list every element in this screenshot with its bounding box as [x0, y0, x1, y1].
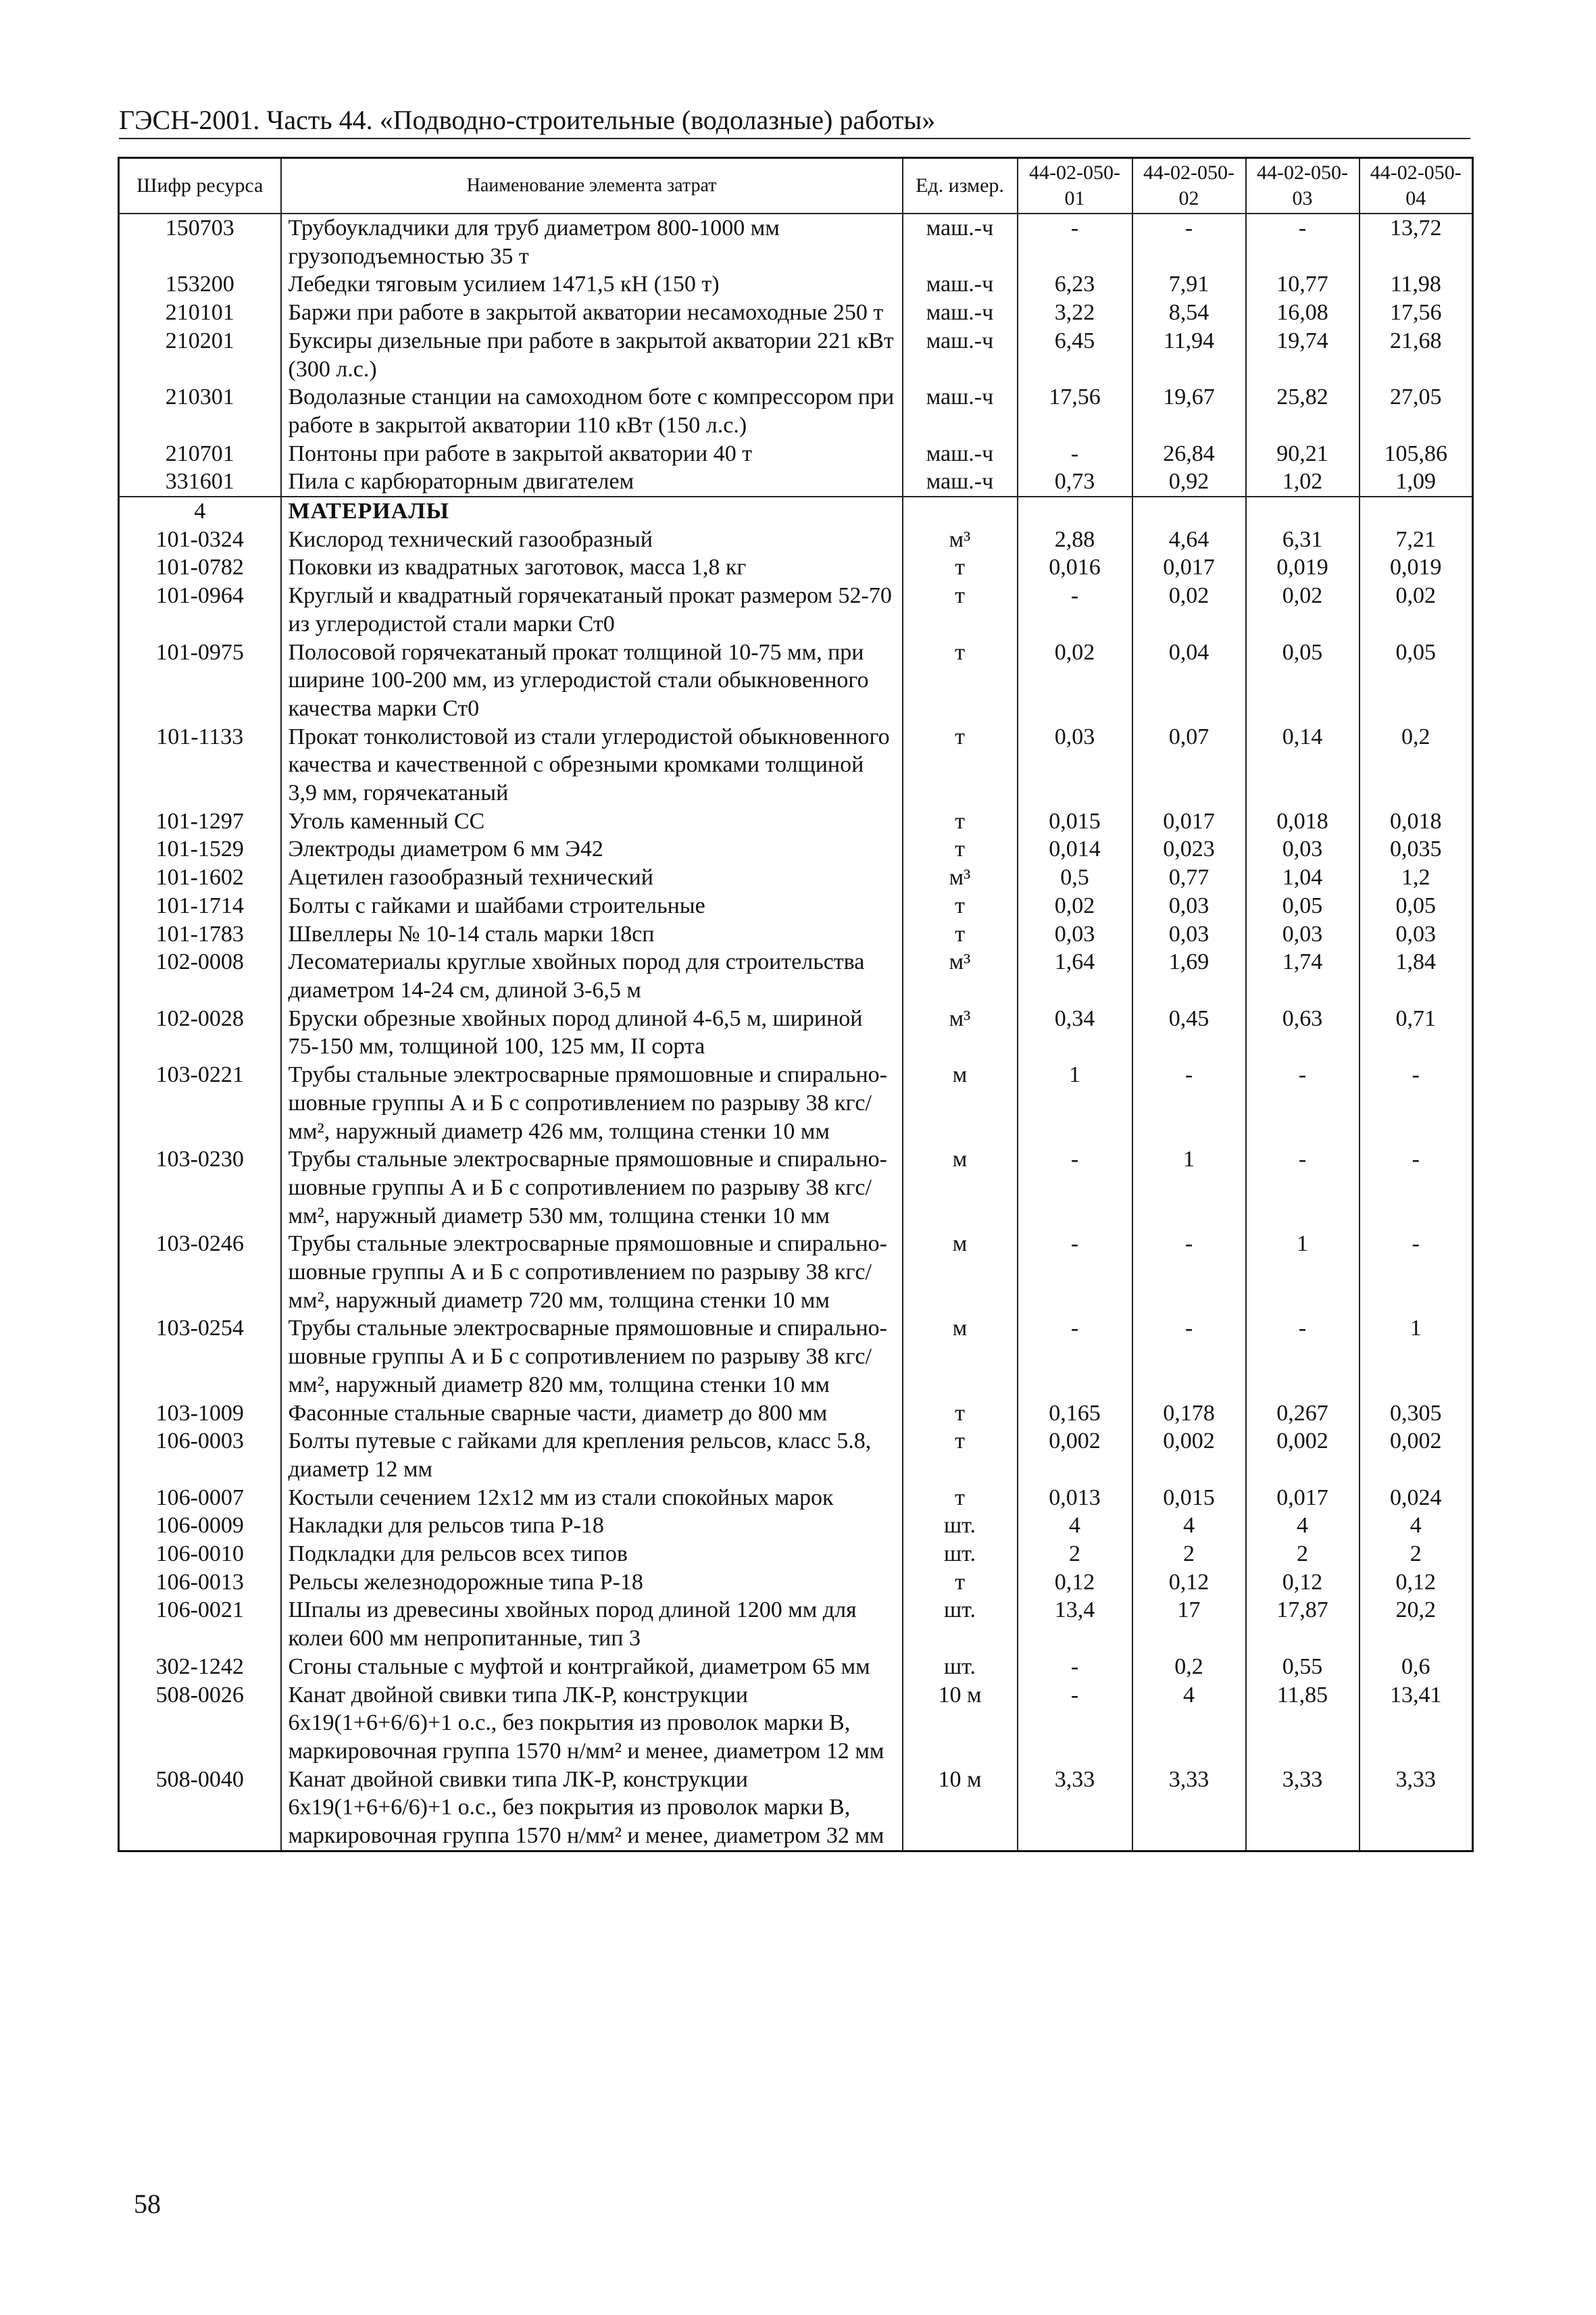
cell-value: 0,45: [1132, 1005, 1246, 1061]
cell-value: 4: [1018, 1512, 1132, 1540]
cell-value: 0,305: [1360, 1399, 1473, 1428]
cell-unit: м: [903, 1314, 1018, 1399]
cell-code: 210701: [119, 440, 281, 468]
cell-value: 1,04: [1246, 864, 1360, 892]
cell-code: 102-0028: [119, 1005, 281, 1061]
section-row: [119, 497, 1473, 526]
cell-name: Болты путевые с гайками для крепления рельсов, класс 5.8, диаметр 12 мм: [281, 1427, 903, 1483]
cell-value: 0,02: [1018, 892, 1132, 920]
cell-code: 101-0324: [119, 526, 281, 554]
cell-value: 4,64: [1132, 526, 1246, 554]
cell-unit: т: [903, 1484, 1018, 1512]
cell-unit: м: [903, 1230, 1018, 1314]
cell-value: 0,017: [1246, 1484, 1360, 1512]
table-row: [119, 383, 1473, 439]
table-body: [119, 214, 1473, 1851]
cell-value: 1: [1246, 1230, 1360, 1314]
cell-code: 101-1714: [119, 892, 281, 920]
cell-value: 0,03: [1132, 920, 1246, 949]
cell-name: Понтоны при работе в закрытой акватории 40 т: [281, 440, 903, 468]
cell-code: 106-0007: [119, 1484, 281, 1512]
cell-unit: 10 м: [903, 1681, 1018, 1766]
cell-name: Пила с карбюраторным двигателем: [281, 468, 903, 497]
cell-value: -: [1360, 1061, 1473, 1145]
cell-name: Канат двойной свивки типа ЛК-Р, конструкции 6х19(1+6+6/6)+1 о.с., без покрытия из проволок марки В, маркировочная группа 1570 н/мм² и менее, диаметром 12 мм: [281, 1681, 903, 1766]
cell-name: МАТЕРИАЛЫ: [281, 497, 903, 526]
table-row: [119, 1484, 1473, 1512]
cell-code: 101-1297: [119, 807, 281, 836]
cell-code: 101-1133: [119, 723, 281, 807]
cell-name: Уголь каменный СС: [281, 807, 903, 836]
table-row: [119, 1681, 1473, 1766]
cell-value: 0,017: [1132, 553, 1246, 582]
cell-value: 0,03: [1018, 920, 1132, 949]
cell-value: -: [1246, 214, 1360, 270]
cell-code: 106-0003: [119, 1427, 281, 1483]
cell-value: -: [1246, 1061, 1360, 1145]
cell-value: 0,017: [1132, 807, 1246, 836]
cell-value: 25,82: [1246, 383, 1360, 439]
cell-name: Бруски обрезные хвойных пород длиной 4-6,5 м, шириной 75-150 мм, толщиной 100, 125 мм, II сорта: [281, 1005, 903, 1061]
table-row: [119, 1061, 1473, 1145]
cell-value: 0,12: [1132, 1568, 1246, 1597]
table-row: [119, 639, 1473, 723]
cell-value: 0,02: [1018, 639, 1132, 723]
cell-name: Фасонные стальные сварные части, диаметр до 800 мм: [281, 1399, 903, 1428]
cell-value: 0,55: [1246, 1653, 1360, 1681]
cell-value: 16,08: [1246, 299, 1360, 327]
column-header-unit: Ед. измер.: [903, 158, 1018, 214]
cell-name: Канат двойной свивки типа ЛК-Р, конструкции 6х19(1+6+6/6)+1 о.с., без покрытия из проволок марки В, маркировочная группа 1570 н/мм² и менее, диаметром 32 мм: [281, 1766, 903, 1851]
cell-code: 101-1783: [119, 920, 281, 949]
cell-code: 4: [119, 497, 281, 526]
cell-value: -: [1018, 582, 1132, 638]
cell-value: 0,165: [1018, 1399, 1132, 1428]
cell-value: 0,63: [1246, 1005, 1360, 1061]
table-row: [119, 835, 1473, 864]
cell-value: 0,03: [1246, 835, 1360, 864]
cell-value: 0,015: [1018, 807, 1132, 836]
cell-value: 0,34: [1018, 1005, 1132, 1061]
cell-name: Швеллеры № 10-14 сталь марки 18сп: [281, 920, 903, 949]
cell-code: 101-0782: [119, 553, 281, 582]
cell-value: 2: [1360, 1540, 1473, 1568]
cell-code: 106-0010: [119, 1540, 281, 1568]
cell-name: Болты с гайками и шайбами строительные: [281, 892, 903, 920]
cell-code: 153200: [119, 270, 281, 299]
cell-value: [1246, 497, 1360, 526]
cell-value: 0,2: [1360, 723, 1473, 807]
cell-value: 6,45: [1018, 327, 1132, 383]
cell-code: 101-0975: [119, 639, 281, 723]
cell-value: 11,85: [1246, 1681, 1360, 1766]
cell-value: -: [1246, 1145, 1360, 1230]
cell-value: 4: [1246, 1512, 1360, 1540]
table-row: [119, 1314, 1473, 1399]
cell-unit: маш.-ч: [903, 299, 1018, 327]
cell-unit: т: [903, 553, 1018, 582]
cell-name: Водолазные станции на самоходном боте с компрессором при работе в закрытой акватории 110 кВт (150 л.с.): [281, 383, 903, 439]
cell-unit: м³: [903, 948, 1018, 1004]
cell-code: 103-1009: [119, 1399, 281, 1428]
cell-unit: шт.: [903, 1540, 1018, 1568]
cell-value: 0,013: [1018, 1484, 1132, 1512]
cell-code: 106-0013: [119, 1568, 281, 1597]
cell-value: 0,03: [1018, 723, 1132, 807]
table-row: [119, 1540, 1473, 1568]
table-row: [119, 299, 1473, 327]
cell-unit: т: [903, 835, 1018, 864]
table-row: [119, 948, 1473, 1004]
cell-value: 0,015: [1132, 1484, 1246, 1512]
cell-name: Сгоны стальные с муфтой и контргайкой, диаметром 65 мм: [281, 1653, 903, 1681]
cell-value: 0,019: [1246, 553, 1360, 582]
cell-unit: 10 м: [903, 1766, 1018, 1851]
cell-value: 0,024: [1360, 1484, 1473, 1512]
cell-value: 0,018: [1246, 807, 1360, 836]
cell-code: 210201: [119, 327, 281, 383]
column-header-code: Шифр ресурса: [119, 158, 281, 214]
cell-name: Рельсы железнодорожные типа Р-18: [281, 1568, 903, 1597]
cell-value: 3,22: [1018, 299, 1132, 327]
cell-name: Трубы стальные электросварные прямошовные и спирально-шовные группы А и Б с сопротивлением по разрыву 38 кгс/мм², наружный диаметр 426 мм, толщина стенки 10 мм: [281, 1061, 903, 1145]
resource-table: [118, 157, 1474, 1852]
cell-unit: т: [903, 892, 1018, 920]
cell-name: Трубы стальные электросварные прямошовные и спирально-шовные группы А и Б с сопротивлением по разрыву 38 кгс/мм², наружный диаметр 530 мм, толщина стенки 10 мм: [281, 1145, 903, 1230]
cell-value: 1,09: [1360, 468, 1473, 497]
cell-unit: маш.-ч: [903, 383, 1018, 439]
cell-value: 0,023: [1132, 835, 1246, 864]
table-row: [119, 1766, 1473, 1851]
cell-value: 1: [1018, 1061, 1132, 1145]
cell-value: 20,2: [1360, 1596, 1473, 1652]
cell-name: Трубы стальные электросварные прямошовные и спирально-шовные группы А и Б с сопротивлением по разрыву 38 кгс/мм², наружный диаметр 820 мм, толщина стенки 10 мм: [281, 1314, 903, 1399]
cell-unit: м: [903, 1145, 1018, 1230]
cell-unit: т: [903, 723, 1018, 807]
cell-value: 8,54: [1132, 299, 1246, 327]
cell-code: 508-0026: [119, 1681, 281, 1766]
cell-value: 2: [1132, 1540, 1246, 1568]
cell-value: 26,84: [1132, 440, 1246, 468]
cell-name: Буксиры дизельные при работе в закрытой акватории 221 кВт (300 л.с.): [281, 327, 903, 383]
cell-unit: м: [903, 1061, 1018, 1145]
cell-unit: м³: [903, 1005, 1018, 1061]
cell-unit: м³: [903, 864, 1018, 892]
cell-value: 7,91: [1132, 270, 1246, 299]
cell-code: 102-0008: [119, 948, 281, 1004]
cell-value: 19,74: [1246, 327, 1360, 383]
cell-value: 1,84: [1360, 948, 1473, 1004]
table-row: [119, 1568, 1473, 1597]
cell-name: Поковки из квадратных заготовок, масса 1,8 кг: [281, 553, 903, 582]
cell-code: 331601: [119, 468, 281, 497]
table-row: [119, 723, 1473, 807]
cell-name: Лесоматериалы круглые хвойных пород для строительства диаметром 14-24 см, длиной 3-6,5 м: [281, 948, 903, 1004]
cell-unit: т: [903, 582, 1018, 638]
cell-value: 13,41: [1360, 1681, 1473, 1766]
cell-unit: шт.: [903, 1596, 1018, 1652]
cell-unit: шт.: [903, 1653, 1018, 1681]
column-header-044-02-050-03: 44-02-050-03: [1246, 158, 1360, 214]
cell-value: 3,33: [1018, 1766, 1132, 1851]
table-row: [119, 920, 1473, 949]
cell-value: -: [1246, 1314, 1360, 1399]
cell-value: -: [1018, 1230, 1132, 1314]
cell-value: 0,05: [1246, 639, 1360, 723]
cell-value: -: [1132, 1230, 1246, 1314]
cell-name: Трубы стальные электросварные прямошовные и спирально-шовные группы А и Б с сопротивлением по разрыву 38 кгс/мм², наружный диаметр 720 мм, толщина стенки 10 мм: [281, 1230, 903, 1314]
cell-value: -: [1132, 214, 1246, 270]
cell-value: 19,67: [1132, 383, 1246, 439]
cell-value: 17: [1132, 1596, 1246, 1652]
cell-code: 101-1529: [119, 835, 281, 864]
cell-value: 7,21: [1360, 526, 1473, 554]
cell-unit: маш.-ч: [903, 468, 1018, 497]
table-row: [119, 807, 1473, 836]
cell-value: 0,002: [1018, 1427, 1132, 1483]
column-header-name: Наименование элемента затрат: [281, 158, 903, 214]
cell-value: 0,12: [1246, 1568, 1360, 1597]
cell-value: -: [1018, 214, 1132, 270]
cell-value: 3,33: [1132, 1766, 1246, 1851]
cell-value: 0,03: [1132, 892, 1246, 920]
cell-value: -: [1018, 1314, 1132, 1399]
table-header: [119, 158, 1473, 214]
cell-name: Ацетилен газообразный технический: [281, 864, 903, 892]
cell-code: 106-0021: [119, 1596, 281, 1652]
cell-unit: шт.: [903, 1512, 1018, 1540]
column-header-044-02-050-02: 44-02-050-02: [1132, 158, 1246, 214]
cell-value: 0,05: [1246, 892, 1360, 920]
cell-value: [1018, 497, 1132, 526]
cell-code: 103-0246: [119, 1230, 281, 1314]
cell-value: -: [1132, 1314, 1246, 1399]
table-row: [119, 1427, 1473, 1483]
cell-unit: т: [903, 1427, 1018, 1483]
cell-unit: т: [903, 639, 1018, 723]
table-row: [119, 468, 1473, 497]
cell-code: 210101: [119, 299, 281, 327]
table-row: [119, 1005, 1473, 1061]
cell-value: 3,33: [1360, 1766, 1473, 1851]
cell-value: 1,69: [1132, 948, 1246, 1004]
table-row: [119, 1512, 1473, 1540]
cell-value: -: [1360, 1145, 1473, 1230]
cell-value: 0,178: [1132, 1399, 1246, 1428]
cell-code: 101-1602: [119, 864, 281, 892]
cell-value: 13,4: [1018, 1596, 1132, 1652]
table-row: [119, 440, 1473, 468]
cell-unit: т: [903, 807, 1018, 836]
cell-value: 17,56: [1018, 383, 1132, 439]
table-row: [119, 1596, 1473, 1652]
page-number: 58: [134, 2189, 161, 2219]
cell-code: 101-0964: [119, 582, 281, 638]
cell-value: 2,88: [1018, 526, 1132, 554]
cell-name: Трубоукладчики для труб диаметром 800-1000 мм грузоподъемностью 35 т: [281, 214, 903, 270]
cell-value: 0,92: [1132, 468, 1246, 497]
cell-value: 0,002: [1246, 1427, 1360, 1483]
cell-value: 6,23: [1018, 270, 1132, 299]
cell-code: 103-0221: [119, 1061, 281, 1145]
header-divider: [119, 138, 1470, 139]
cell-value: 0,2: [1132, 1653, 1246, 1681]
cell-unit: маш.-ч: [903, 270, 1018, 299]
cell-value: 0,02: [1360, 582, 1473, 638]
cell-value: -: [1018, 1145, 1132, 1230]
cell-value: 0,05: [1360, 892, 1473, 920]
cell-value: -: [1132, 1061, 1246, 1145]
cell-value: -: [1018, 1681, 1132, 1766]
cell-name: Накладки для рельсов типа Р-18: [281, 1512, 903, 1540]
table-row: [119, 864, 1473, 892]
cell-value: 1,02: [1246, 468, 1360, 497]
cell-value: 0,77: [1132, 864, 1246, 892]
cell-value: -: [1018, 440, 1132, 468]
table-row: [119, 1230, 1473, 1314]
cell-code: 103-0230: [119, 1145, 281, 1230]
cell-value: 6,31: [1246, 526, 1360, 554]
cell-value: 11,98: [1360, 270, 1473, 299]
cell-name: Баржи при работе в закрытой акватории несамоходные 250 т: [281, 299, 903, 327]
cell-value: [1132, 497, 1246, 526]
cell-name: Шпалы из древесины хвойных пород длиной 1200 мм для колеи 600 мм непропитанные, тип 3: [281, 1596, 903, 1652]
page-header-title: ГЭСН-2001. Часть 44. «Подводно-строительные (водолазные) работы»: [119, 105, 936, 135]
cell-value: 3,33: [1246, 1766, 1360, 1851]
cell-code: 103-0254: [119, 1314, 281, 1399]
cell-name: Круглый и квадратный горячекатаный прокат размером 52-70 из углеродистой стали марки Ст0: [281, 582, 903, 638]
cell-value: 4: [1132, 1512, 1246, 1540]
cell-value: 105,86: [1360, 440, 1473, 468]
table-row: [119, 327, 1473, 383]
cell-value: 0,014: [1018, 835, 1132, 864]
cell-value: 2: [1246, 1540, 1360, 1568]
cell-unit: т: [903, 1399, 1018, 1428]
cell-code: 302-1242: [119, 1653, 281, 1681]
cell-value: 1: [1360, 1314, 1473, 1399]
table-row: [119, 214, 1473, 270]
cell-unit: маш.-ч: [903, 214, 1018, 270]
table-row: [119, 892, 1473, 920]
table-row: [119, 1145, 1473, 1230]
cell-name: Прокат тонколистовой из стали углеродистой обыкновенного качества и качественной с обрезными кромками толщиной 3,9 мм, горячекатаный: [281, 723, 903, 807]
table-row: [119, 1399, 1473, 1428]
cell-unit: т: [903, 920, 1018, 949]
cell-unit: [903, 497, 1018, 526]
cell-value: 0,14: [1246, 723, 1360, 807]
cell-value: 0,07: [1132, 723, 1246, 807]
cell-value: [1360, 497, 1473, 526]
cell-value: 0,016: [1018, 553, 1132, 582]
cell-value: 11,94: [1132, 327, 1246, 383]
cell-value: 0,12: [1018, 1568, 1132, 1597]
cell-value: 0,019: [1360, 553, 1473, 582]
cell-name: Кислород технический газообразный: [281, 526, 903, 554]
column-header-044-02-050-01: 44-02-050-01: [1018, 158, 1132, 214]
table-row: [119, 270, 1473, 299]
cell-value: 21,68: [1360, 327, 1473, 383]
cell-value: 0,035: [1360, 835, 1473, 864]
cell-value: 13,72: [1360, 214, 1473, 270]
cell-name: Полосовой горячекатаный прокат толщиной 10-75 мм, при ширине 100-200 мм, из углеродистой стали обыкновенного качества марки Ст0: [281, 639, 903, 723]
cell-value: 0,71: [1360, 1005, 1473, 1061]
cell-value: 0,12: [1360, 1568, 1473, 1597]
cell-unit: маш.-ч: [903, 327, 1018, 383]
cell-value: 27,05: [1360, 383, 1473, 439]
cell-value: 0,6: [1360, 1653, 1473, 1681]
cell-value: 0,02: [1132, 582, 1246, 638]
cell-value: 10,77: [1246, 270, 1360, 299]
table-row: [119, 1653, 1473, 1681]
column-header-044-02-050-04: 44-02-050-04: [1360, 158, 1473, 214]
cell-value: 0,73: [1018, 468, 1132, 497]
table-row: [119, 582, 1473, 638]
cell-code: 106-0009: [119, 1512, 281, 1540]
cell-value: 0,002: [1360, 1427, 1473, 1483]
cell-name: Электроды диаметром 6 мм Э42: [281, 835, 903, 864]
cell-value: 2: [1018, 1540, 1132, 1568]
cell-name: Костыли сечением 12х12 мм из стали спокойных марок: [281, 1484, 903, 1512]
cell-name: Лебедки тяговым усилием 1471,5 кН (150 т): [281, 270, 903, 299]
cell-value: 4: [1132, 1681, 1246, 1766]
cell-value: -: [1360, 1230, 1473, 1314]
cell-value: 0,002: [1132, 1427, 1246, 1483]
cell-value: 4: [1360, 1512, 1473, 1540]
table-row: [119, 526, 1473, 554]
cell-unit: маш.-ч: [903, 440, 1018, 468]
cell-value: 1,74: [1246, 948, 1360, 1004]
cell-value: 90,21: [1246, 440, 1360, 468]
cell-code: 210301: [119, 383, 281, 439]
cell-value: 0,018: [1360, 807, 1473, 836]
cell-value: 1,64: [1018, 948, 1132, 1004]
table-row: [119, 553, 1473, 582]
cell-value: 17,87: [1246, 1596, 1360, 1652]
cell-value: -: [1018, 1653, 1132, 1681]
cell-value: 1,2: [1360, 864, 1473, 892]
cell-value: 0,02: [1246, 582, 1360, 638]
cell-code: 508-0040: [119, 1766, 281, 1851]
cell-value: 0,05: [1360, 639, 1473, 723]
cell-name: Подкладки для рельсов всех типов: [281, 1540, 903, 1568]
cell-value: 0,267: [1246, 1399, 1360, 1428]
cell-value: 0,03: [1246, 920, 1360, 949]
cell-value: 1: [1132, 1145, 1246, 1230]
cell-unit: м³: [903, 526, 1018, 554]
cell-code: 150703: [119, 214, 281, 270]
header-row: [119, 158, 1473, 214]
cell-value: 17,56: [1360, 299, 1473, 327]
cell-unit: т: [903, 1568, 1018, 1597]
cell-value: 0,03: [1360, 920, 1473, 949]
cell-value: 0,04: [1132, 639, 1246, 723]
cell-value: 0,5: [1018, 864, 1132, 892]
